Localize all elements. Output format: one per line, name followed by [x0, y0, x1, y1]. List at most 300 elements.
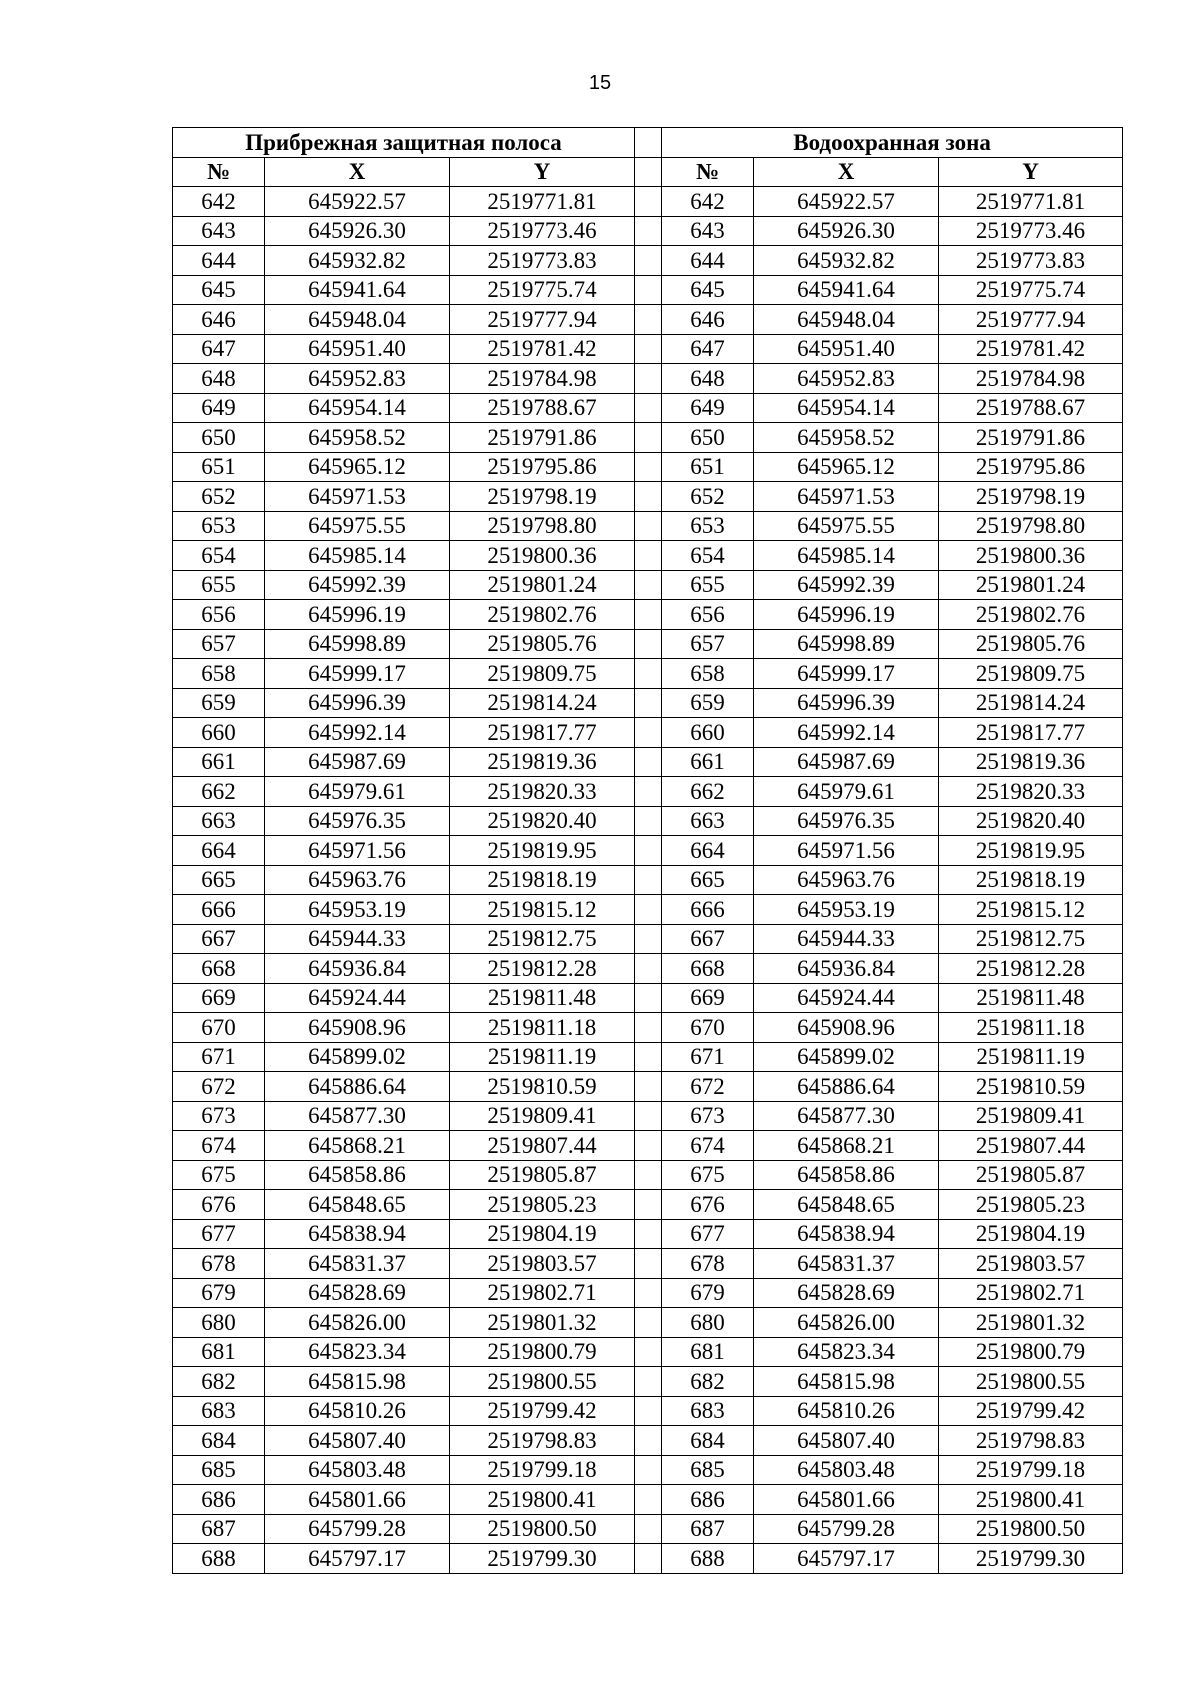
table-gap — [635, 1544, 662, 1574]
right-point-number: 664 — [662, 836, 754, 866]
right-x-coordinate: 645987.69 — [754, 747, 939, 777]
left-x-coordinate: 645868.21 — [265, 1131, 450, 1161]
table-gap — [635, 216, 662, 246]
table-row — [173, 895, 1123, 925]
table-row — [173, 1160, 1123, 1190]
table-gap — [635, 659, 662, 689]
right-y-coordinate: 2519791.86 — [939, 423, 1123, 453]
left-y-coordinate: 2519798.80 — [450, 511, 635, 541]
table-gap — [635, 305, 662, 335]
left-y-coordinate: 2519775.74 — [450, 275, 635, 305]
right-x-coordinate: 645985.14 — [754, 541, 939, 571]
left-point-number: 682 — [173, 1367, 265, 1397]
table-row — [173, 1190, 1123, 1220]
right-x-coordinate: 645976.35 — [754, 806, 939, 836]
table-row — [173, 246, 1123, 276]
right-y-coordinate: 2519805.87 — [939, 1160, 1123, 1190]
table-row — [173, 777, 1123, 807]
table-header-row — [173, 157, 1123, 187]
right-point-number: 649 — [662, 393, 754, 423]
right-y-coordinate: 2519799.18 — [939, 1455, 1123, 1485]
right-y-coordinate: 2519804.19 — [939, 1219, 1123, 1249]
table-row — [173, 1455, 1123, 1485]
right-x-coordinate: 645975.55 — [754, 511, 939, 541]
right-x-coordinate: 645951.40 — [754, 334, 939, 364]
left-x-coordinate: 645810.26 — [265, 1396, 450, 1426]
right-x-coordinate: 645963.76 — [754, 865, 939, 895]
right-point-number: 642 — [662, 187, 754, 217]
right-y-coordinate: 2519798.83 — [939, 1426, 1123, 1456]
table-row — [173, 1367, 1123, 1397]
right-point-number: 672 — [662, 1072, 754, 1102]
left-y-coordinate: 2519817.77 — [450, 718, 635, 748]
left-point-number: 683 — [173, 1396, 265, 1426]
right-y-coordinate: 2519814.24 — [939, 688, 1123, 718]
table-row — [173, 305, 1123, 335]
right-x-coordinate: 645996.39 — [754, 688, 939, 718]
table-row — [173, 718, 1123, 748]
table-row — [173, 924, 1123, 954]
right-x-coordinate: 645965.12 — [754, 452, 939, 482]
table-gap — [635, 1308, 662, 1338]
right-point-number: 665 — [662, 865, 754, 895]
right-x-coordinate: 645828.69 — [754, 1278, 939, 1308]
left-y-coordinate: 2519777.94 — [450, 305, 635, 335]
right-x-coordinate: 645799.28 — [754, 1514, 939, 1544]
right-y-coordinate: 2519784.98 — [939, 364, 1123, 394]
left-point-number: 680 — [173, 1308, 265, 1338]
right-x-coordinate: 645936.84 — [754, 954, 939, 984]
left-x-coordinate: 645953.19 — [265, 895, 450, 925]
left-x-coordinate: 645831.37 — [265, 1249, 450, 1279]
left-y-coordinate: 2519788.67 — [450, 393, 635, 423]
left-x-coordinate: 645807.40 — [265, 1426, 450, 1456]
left-x-coordinate: 645971.56 — [265, 836, 450, 866]
right-point-number: 670 — [662, 1013, 754, 1043]
coordinates-table — [172, 127, 1123, 1574]
right-y-coordinate: 2519773.83 — [939, 246, 1123, 276]
right-header-x: X — [754, 157, 939, 187]
right-y-coordinate: 2519819.95 — [939, 836, 1123, 866]
right-point-number: 683 — [662, 1396, 754, 1426]
left-y-coordinate: 2519807.44 — [450, 1131, 635, 1161]
table-gap — [635, 1101, 662, 1131]
right-x-coordinate: 645971.53 — [754, 482, 939, 512]
right-x-coordinate: 645952.83 — [754, 364, 939, 394]
left-point-number: 668 — [173, 954, 265, 984]
right-y-coordinate: 2519800.41 — [939, 1485, 1123, 1515]
left-y-coordinate: 2519804.19 — [450, 1219, 635, 1249]
left-header-y: Y — [450, 157, 635, 187]
left-point-number: 687 — [173, 1514, 265, 1544]
right-y-coordinate: 2519810.59 — [939, 1072, 1123, 1102]
table-row — [173, 1131, 1123, 1161]
left-y-coordinate: 2519805.23 — [450, 1190, 635, 1220]
left-point-number: 674 — [173, 1131, 265, 1161]
table-gap — [635, 806, 662, 836]
right-point-number: 688 — [662, 1544, 754, 1574]
left-x-coordinate: 645987.69 — [265, 747, 450, 777]
left-x-coordinate: 645838.94 — [265, 1219, 450, 1249]
left-y-coordinate: 2519798.83 — [450, 1426, 635, 1456]
left-x-coordinate: 645936.84 — [265, 954, 450, 984]
right-point-number: 643 — [662, 216, 754, 246]
left-y-coordinate: 2519799.30 — [450, 1544, 635, 1574]
left-x-coordinate: 645985.14 — [265, 541, 450, 571]
right-x-coordinate: 645926.30 — [754, 216, 939, 246]
right-y-coordinate: 2519807.44 — [939, 1131, 1123, 1161]
left-point-number: 681 — [173, 1337, 265, 1367]
left-point-number: 647 — [173, 334, 265, 364]
right-x-coordinate: 645932.82 — [754, 246, 939, 276]
right-y-coordinate: 2519811.19 — [939, 1042, 1123, 1072]
right-point-number: 644 — [662, 246, 754, 276]
right-y-coordinate: 2519809.41 — [939, 1101, 1123, 1131]
right-point-number: 677 — [662, 1219, 754, 1249]
left-point-number: 656 — [173, 600, 265, 630]
table-gap — [635, 570, 662, 600]
right-y-coordinate: 2519771.81 — [939, 187, 1123, 217]
left-y-coordinate: 2519773.83 — [450, 246, 635, 276]
table-row — [173, 836, 1123, 866]
table-gap — [635, 187, 662, 217]
right-point-number: 679 — [662, 1278, 754, 1308]
left-point-number: 650 — [173, 423, 265, 453]
left-y-coordinate: 2519800.79 — [450, 1337, 635, 1367]
right-y-coordinate: 2519815.12 — [939, 895, 1123, 925]
right-y-coordinate: 2519799.42 — [939, 1396, 1123, 1426]
right-x-coordinate: 645948.04 — [754, 305, 939, 335]
table-gap — [635, 600, 662, 630]
left-point-number: 673 — [173, 1101, 265, 1131]
left-x-coordinate: 645975.55 — [265, 511, 450, 541]
table-row — [173, 1278, 1123, 1308]
left-y-coordinate: 2519819.36 — [450, 747, 635, 777]
right-point-number: 682 — [662, 1367, 754, 1397]
left-y-coordinate: 2519812.75 — [450, 924, 635, 954]
left-point-number: 648 — [173, 364, 265, 394]
left-y-coordinate: 2519784.98 — [450, 364, 635, 394]
table-row — [173, 187, 1123, 217]
right-point-number: 645 — [662, 275, 754, 305]
table-gap — [635, 629, 662, 659]
left-y-coordinate: 2519800.41 — [450, 1485, 635, 1515]
left-x-coordinate: 645992.14 — [265, 718, 450, 748]
right-table-title: Водоохранная зона — [662, 128, 1123, 158]
left-x-coordinate: 645924.44 — [265, 983, 450, 1013]
left-header-number: № — [173, 157, 265, 187]
right-point-number: 653 — [662, 511, 754, 541]
left-x-coordinate: 645996.19 — [265, 600, 450, 630]
right-point-number: 666 — [662, 895, 754, 925]
right-x-coordinate: 645971.56 — [754, 836, 939, 866]
left-point-number: 661 — [173, 747, 265, 777]
table-gap — [635, 1396, 662, 1426]
table-row — [173, 393, 1123, 423]
right-point-number: 684 — [662, 1426, 754, 1456]
table-row — [173, 1013, 1123, 1043]
left-point-number: 653 — [173, 511, 265, 541]
left-point-number: 676 — [173, 1190, 265, 1220]
page-number: 15 — [588, 72, 612, 94]
left-x-coordinate: 645823.34 — [265, 1337, 450, 1367]
table-row — [173, 983, 1123, 1013]
right-x-coordinate: 645953.19 — [754, 895, 939, 925]
right-point-number: 669 — [662, 983, 754, 1013]
left-y-coordinate: 2519810.59 — [450, 1072, 635, 1102]
right-point-number: 668 — [662, 954, 754, 984]
table-row — [173, 1396, 1123, 1426]
left-header-x: X — [265, 157, 450, 187]
left-y-coordinate: 2519795.86 — [450, 452, 635, 482]
right-y-coordinate: 2519817.77 — [939, 718, 1123, 748]
left-point-number: 646 — [173, 305, 265, 335]
left-x-coordinate: 645951.40 — [265, 334, 450, 364]
left-y-coordinate: 2519803.57 — [450, 1249, 635, 1279]
table-row — [173, 1308, 1123, 1338]
table-gap — [635, 1485, 662, 1515]
table-gap — [635, 924, 662, 954]
table-gap — [635, 246, 662, 276]
table-body — [173, 187, 1123, 1574]
right-point-number: 680 — [662, 1308, 754, 1338]
table-row — [173, 275, 1123, 305]
right-y-coordinate: 2519795.86 — [939, 452, 1123, 482]
right-point-number: 657 — [662, 629, 754, 659]
table-row — [173, 511, 1123, 541]
left-x-coordinate: 645899.02 — [265, 1042, 450, 1072]
left-y-coordinate: 2519815.12 — [450, 895, 635, 925]
left-x-coordinate: 645848.65 — [265, 1190, 450, 1220]
left-y-coordinate: 2519814.24 — [450, 688, 635, 718]
right-x-coordinate: 645803.48 — [754, 1455, 939, 1485]
left-x-coordinate: 645932.82 — [265, 246, 450, 276]
left-point-number: 643 — [173, 216, 265, 246]
table-row — [173, 806, 1123, 836]
right-x-coordinate: 645810.26 — [754, 1396, 939, 1426]
table-row — [173, 334, 1123, 364]
right-point-number: 655 — [662, 570, 754, 600]
table-row — [173, 1337, 1123, 1367]
right-point-number: 660 — [662, 718, 754, 748]
left-x-coordinate: 645886.64 — [265, 1072, 450, 1102]
right-point-number: 687 — [662, 1514, 754, 1544]
right-x-coordinate: 645877.30 — [754, 1101, 939, 1131]
left-point-number: 671 — [173, 1042, 265, 1072]
right-x-coordinate: 645823.34 — [754, 1337, 939, 1367]
table-row — [173, 600, 1123, 630]
right-y-coordinate: 2519800.55 — [939, 1367, 1123, 1397]
right-point-number: 659 — [662, 688, 754, 718]
right-y-coordinate: 2519820.40 — [939, 806, 1123, 836]
table-gap — [635, 954, 662, 984]
left-x-coordinate: 645799.28 — [265, 1514, 450, 1544]
right-x-coordinate: 645815.98 — [754, 1367, 939, 1397]
right-y-coordinate: 2519777.94 — [939, 305, 1123, 335]
coordinates-tables — [172, 127, 1122, 1574]
table-gap — [635, 1514, 662, 1544]
left-y-coordinate: 2519818.19 — [450, 865, 635, 895]
table-row — [173, 1514, 1123, 1544]
left-y-coordinate: 2519812.28 — [450, 954, 635, 984]
right-y-coordinate: 2519801.32 — [939, 1308, 1123, 1338]
right-y-coordinate: 2519773.46 — [939, 216, 1123, 246]
left-y-coordinate: 2519771.81 — [450, 187, 635, 217]
table-title-row — [173, 128, 1123, 158]
left-x-coordinate: 645922.57 — [265, 187, 450, 217]
right-y-coordinate: 2519801.24 — [939, 570, 1123, 600]
table-gap — [635, 1455, 662, 1485]
left-point-number: 678 — [173, 1249, 265, 1279]
table-row — [173, 1072, 1123, 1102]
table-gap — [635, 895, 662, 925]
table-gap — [635, 1219, 662, 1249]
table-row — [173, 954, 1123, 984]
right-x-coordinate: 645954.14 — [754, 393, 939, 423]
right-point-number: 673 — [662, 1101, 754, 1131]
left-x-coordinate: 645801.66 — [265, 1485, 450, 1515]
left-x-coordinate: 645992.39 — [265, 570, 450, 600]
table-gap — [635, 157, 662, 187]
left-x-coordinate: 645815.98 — [265, 1367, 450, 1397]
right-x-coordinate: 645831.37 — [754, 1249, 939, 1279]
right-y-coordinate: 2519802.76 — [939, 600, 1123, 630]
left-x-coordinate: 645948.04 — [265, 305, 450, 335]
right-point-number: 678 — [662, 1249, 754, 1279]
left-x-coordinate: 645998.89 — [265, 629, 450, 659]
left-x-coordinate: 645944.33 — [265, 924, 450, 954]
left-y-coordinate: 2519811.18 — [450, 1013, 635, 1043]
table-row — [173, 1544, 1123, 1574]
left-x-coordinate: 645976.35 — [265, 806, 450, 836]
left-point-number: 685 — [173, 1455, 265, 1485]
right-y-coordinate: 2519800.36 — [939, 541, 1123, 571]
left-y-coordinate: 2519820.33 — [450, 777, 635, 807]
right-point-number: 647 — [662, 334, 754, 364]
left-point-number: 645 — [173, 275, 265, 305]
left-point-number: 670 — [173, 1013, 265, 1043]
table-gap — [635, 423, 662, 453]
right-y-coordinate: 2519798.19 — [939, 482, 1123, 512]
left-point-number: 684 — [173, 1426, 265, 1456]
left-x-coordinate: 645803.48 — [265, 1455, 450, 1485]
right-y-coordinate: 2519800.79 — [939, 1337, 1123, 1367]
right-x-coordinate: 645886.64 — [754, 1072, 939, 1102]
left-y-coordinate: 2519791.86 — [450, 423, 635, 453]
left-y-coordinate: 2519800.55 — [450, 1367, 635, 1397]
right-point-number: 661 — [662, 747, 754, 777]
table-gap — [635, 983, 662, 1013]
table-row — [173, 1249, 1123, 1279]
right-y-coordinate: 2519809.75 — [939, 659, 1123, 689]
left-point-number: 666 — [173, 895, 265, 925]
table-gap — [635, 128, 662, 158]
table-gap — [635, 1337, 662, 1367]
left-y-coordinate: 2519773.46 — [450, 216, 635, 246]
left-x-coordinate: 645958.52 — [265, 423, 450, 453]
right-point-number: 662 — [662, 777, 754, 807]
left-x-coordinate: 645952.83 — [265, 364, 450, 394]
table-row — [173, 1485, 1123, 1515]
left-point-number: 675 — [173, 1160, 265, 1190]
right-y-coordinate: 2519805.76 — [939, 629, 1123, 659]
left-point-number: 654 — [173, 541, 265, 571]
right-x-coordinate: 645922.57 — [754, 187, 939, 217]
left-point-number: 664 — [173, 836, 265, 866]
table-gap — [635, 747, 662, 777]
left-x-coordinate: 645963.76 — [265, 865, 450, 895]
table-gap — [635, 452, 662, 482]
left-point-number: 657 — [173, 629, 265, 659]
left-y-coordinate: 2519811.48 — [450, 983, 635, 1013]
table-row — [173, 1101, 1123, 1131]
left-point-number: 651 — [173, 452, 265, 482]
table-row — [173, 1219, 1123, 1249]
left-y-coordinate: 2519799.42 — [450, 1396, 635, 1426]
table-row — [173, 688, 1123, 718]
table-gap — [635, 1131, 662, 1161]
table-row — [173, 452, 1123, 482]
right-point-number: 656 — [662, 600, 754, 630]
left-point-number: 644 — [173, 246, 265, 276]
table-gap — [635, 1072, 662, 1102]
table-row — [173, 1426, 1123, 1456]
left-y-coordinate: 2519799.18 — [450, 1455, 635, 1485]
left-point-number: 667 — [173, 924, 265, 954]
right-y-coordinate: 2519775.74 — [939, 275, 1123, 305]
table-row — [173, 865, 1123, 895]
right-point-number: 674 — [662, 1131, 754, 1161]
table-row — [173, 482, 1123, 512]
table-gap — [635, 334, 662, 364]
left-y-coordinate: 2519798.19 — [450, 482, 635, 512]
table-gap — [635, 1249, 662, 1279]
table-gap — [635, 777, 662, 807]
right-x-coordinate: 645807.40 — [754, 1426, 939, 1456]
left-x-coordinate: 645996.39 — [265, 688, 450, 718]
right-point-number: 651 — [662, 452, 754, 482]
right-y-coordinate: 2519805.23 — [939, 1190, 1123, 1220]
right-x-coordinate: 645848.65 — [754, 1190, 939, 1220]
left-x-coordinate: 645877.30 — [265, 1101, 450, 1131]
table-gap — [635, 865, 662, 895]
right-y-coordinate: 2519798.80 — [939, 511, 1123, 541]
left-y-coordinate: 2519802.76 — [450, 600, 635, 630]
left-point-number: 662 — [173, 777, 265, 807]
right-x-coordinate: 645958.52 — [754, 423, 939, 453]
left-x-coordinate: 645826.00 — [265, 1308, 450, 1338]
left-point-number: 688 — [173, 1544, 265, 1574]
right-x-coordinate: 645999.17 — [754, 659, 939, 689]
right-point-number: 663 — [662, 806, 754, 836]
table-gap — [635, 1367, 662, 1397]
left-y-coordinate: 2519805.87 — [450, 1160, 635, 1190]
left-x-coordinate: 645926.30 — [265, 216, 450, 246]
right-x-coordinate: 645924.44 — [754, 983, 939, 1013]
left-x-coordinate: 645971.53 — [265, 482, 450, 512]
left-point-number: 655 — [173, 570, 265, 600]
left-x-coordinate: 645797.17 — [265, 1544, 450, 1574]
left-y-coordinate: 2519800.50 — [450, 1514, 635, 1544]
right-x-coordinate: 645998.89 — [754, 629, 939, 659]
right-x-coordinate: 645992.39 — [754, 570, 939, 600]
left-point-number: 649 — [173, 393, 265, 423]
table-gap — [635, 1042, 662, 1072]
left-y-coordinate: 2519801.24 — [450, 570, 635, 600]
left-point-number: 686 — [173, 1485, 265, 1515]
right-point-number: 646 — [662, 305, 754, 335]
left-point-number: 660 — [173, 718, 265, 748]
